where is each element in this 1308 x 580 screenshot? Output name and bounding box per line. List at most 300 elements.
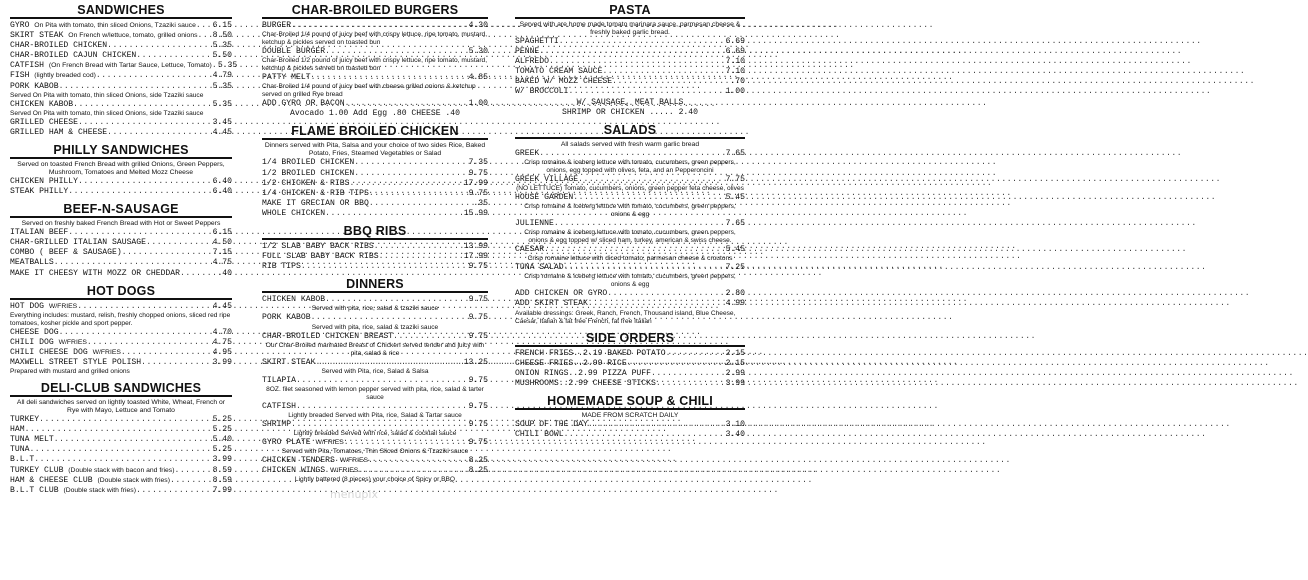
item-price: 6.69 xyxy=(725,47,745,57)
section-title: DELI-CLUB SANDWICHES xyxy=(10,378,232,397)
item-name-text: FISH xyxy=(10,71,30,81)
dot-leader xyxy=(368,456,467,466)
section-intro: MADE FROM SCRATCH DAILY xyxy=(581,411,679,419)
item-name xyxy=(515,245,544,255)
dot-leader xyxy=(666,349,724,359)
item-name-text: GYRO xyxy=(10,21,30,30)
item-price: 1.00 xyxy=(468,99,488,109)
menu-line: W/ SAUSAGE, MEAT BALLS xyxy=(576,97,684,107)
item-name-text: FULL SLAB BABY BACK RIBS xyxy=(262,252,379,262)
item-name-text: CHILI DOG xyxy=(10,337,54,347)
item-name xyxy=(262,313,311,323)
menu-item xyxy=(10,486,232,496)
item-name xyxy=(10,466,174,476)
menu-item xyxy=(262,169,488,179)
item-name xyxy=(262,199,369,209)
item-description: Lightly breaded Served with Pita, rice, Salad & Tartar sauce xyxy=(288,411,462,419)
dot-leader xyxy=(136,51,210,61)
item-name-text: MAXWELL STREET STYLE POLISH xyxy=(10,357,142,367)
dot-leader xyxy=(54,435,211,445)
item-price: 4.50 xyxy=(212,238,232,248)
section-title: HOT DOGS xyxy=(10,281,232,300)
item-price: 6.15 xyxy=(212,21,232,30)
menu-item xyxy=(262,456,488,466)
item-name-text: CHILI BOWL xyxy=(515,429,564,439)
menu-item xyxy=(515,349,745,359)
menu-item xyxy=(262,158,488,168)
item-name xyxy=(10,338,87,348)
item-name xyxy=(10,328,59,338)
item-price: 7.99 xyxy=(212,485,232,495)
item-price: 4.75 xyxy=(212,337,232,347)
item-name-text: SPAGHETTI xyxy=(515,37,559,46)
item-name xyxy=(262,209,325,219)
item-name-text: PENNE xyxy=(515,47,540,57)
item-price: 4.75 xyxy=(212,258,232,268)
item-price: 6.40 xyxy=(212,176,232,186)
item-price: 17.99 xyxy=(463,252,488,262)
item-name-text: HOT DOG xyxy=(10,301,44,311)
dot-leader xyxy=(311,313,467,323)
section-intro: Served on toasted French Bread with grilled Onions, Green Peppers, Mushroom, Tomatoes and Melted Mozz Cheese xyxy=(17,160,225,176)
dot-leader xyxy=(121,348,211,358)
item-name-text: TOMATO CREAM SAUCE xyxy=(515,67,603,77)
item-name xyxy=(10,258,54,268)
menu-item xyxy=(10,328,232,338)
item-name xyxy=(515,77,612,87)
item-note: (Double stack with fries) xyxy=(97,476,170,484)
item-name xyxy=(10,435,54,445)
item-note: (lightly breaded cod) xyxy=(34,72,96,80)
item-name xyxy=(262,242,374,252)
item-price: 9.75 xyxy=(468,188,488,198)
item-name-text: 1/2 CHICKEN & RIBS xyxy=(262,178,350,188)
dot-leader xyxy=(87,338,211,348)
item-name-text: DOUBLE BURGER xyxy=(262,47,326,57)
item-name xyxy=(262,358,315,368)
dot-leader xyxy=(291,21,466,31)
menu-item xyxy=(262,332,488,342)
item-name-text: SKIRT STEAK xyxy=(262,357,316,367)
item-name xyxy=(515,149,539,159)
item-name-text: TURKEY CLUB xyxy=(10,465,64,475)
item-name xyxy=(262,376,296,386)
dot-leader xyxy=(379,252,462,262)
dot-leader xyxy=(29,445,210,455)
dot-leader xyxy=(656,379,724,389)
dot-leader xyxy=(136,486,211,496)
menu-item xyxy=(262,438,488,448)
item-note: W/FRIES xyxy=(92,348,121,356)
dot-leader xyxy=(77,302,210,312)
item-price: 9.75 xyxy=(468,375,488,385)
item-price: 4.30 xyxy=(468,21,488,30)
item-description: Served On Pita with tomato, thin sliced Onions, side Tzaziki sauce xyxy=(10,109,204,117)
menu-item xyxy=(10,118,232,128)
dot-leader xyxy=(170,476,211,486)
item-name-text: ADD SKIRT STEAK xyxy=(515,299,588,309)
section-title: CHAR-BROILED BURGERS xyxy=(262,0,488,19)
item-name xyxy=(262,158,354,168)
menu-item xyxy=(515,430,745,440)
item-price: 9.75 xyxy=(468,401,488,411)
menu-section xyxy=(10,378,232,496)
section-title: SIDE ORDERS xyxy=(515,328,745,347)
item-name xyxy=(262,252,379,262)
menu-item xyxy=(10,31,232,41)
item-price: 4.70 xyxy=(212,327,232,337)
section-title: PASTA xyxy=(515,0,745,19)
dot-leader xyxy=(345,99,467,109)
dot-leader xyxy=(578,175,723,185)
item-name-text: TUNA MELT xyxy=(10,435,54,445)
item-price: 5.45 xyxy=(725,192,745,202)
menu-section xyxy=(10,281,232,376)
section-title: BBQ RIBS xyxy=(262,221,488,240)
item-name xyxy=(10,41,107,51)
menu-item xyxy=(10,82,232,92)
dot-leader xyxy=(296,376,467,386)
menu-item xyxy=(515,289,745,299)
menu-item xyxy=(515,149,745,159)
menu-section xyxy=(515,0,745,118)
dot-leader xyxy=(25,425,211,435)
item-price: 2.15 xyxy=(725,348,745,358)
menu-column-left xyxy=(10,0,238,580)
item-name-text: CHICKEN TENDERS xyxy=(262,456,335,466)
item-price: 7.35 xyxy=(468,158,488,168)
section-title: SANDWICHES xyxy=(10,0,232,19)
item-name-text: TILAPIA xyxy=(262,375,296,385)
item-name xyxy=(515,263,564,273)
menu-item xyxy=(10,445,232,455)
dot-leader xyxy=(568,87,723,97)
item-name xyxy=(515,67,602,77)
menu-item xyxy=(10,51,232,61)
item-name-text: ITALIAN BEEF xyxy=(10,228,69,238)
section-title: PHILLY SANDWICHES xyxy=(10,140,232,159)
item-description: Served On Pita with tomato, thin sliced Onions, side Tzaziki sauce xyxy=(10,91,204,99)
item-name-text: GRILLED HAM & CHEESE xyxy=(10,127,108,137)
item-price: 9.75 xyxy=(468,419,488,429)
dot-leader xyxy=(68,187,210,197)
item-price: 5.35 xyxy=(217,61,238,71)
item-price: 8.59 xyxy=(212,475,232,485)
item-name xyxy=(262,332,393,342)
item-name-text: CHILI CHEESE DOG xyxy=(10,347,88,357)
item-name xyxy=(262,262,301,272)
dot-leader xyxy=(588,420,724,430)
menu-item xyxy=(515,37,745,47)
item-name xyxy=(515,359,627,369)
menu-section xyxy=(515,120,745,326)
dot-leader xyxy=(354,158,466,168)
menu-section xyxy=(262,221,488,272)
item-name-text: ALFREDO xyxy=(515,57,549,67)
item-price: 3.99 xyxy=(212,455,232,465)
menu-item xyxy=(515,359,745,369)
item-name-text: CATFISH xyxy=(10,61,44,71)
menu-section xyxy=(262,0,488,119)
item-name xyxy=(515,175,578,185)
menu-item xyxy=(515,175,745,185)
dot-leader xyxy=(369,199,472,209)
item-name xyxy=(515,37,559,47)
item-name-text: CHAR-BROILED CHICKEN xyxy=(10,41,108,51)
item-name-text: PORK KABOB xyxy=(262,313,311,323)
watermark: menupix xyxy=(330,488,378,501)
item-name xyxy=(10,455,34,465)
dot-leader xyxy=(564,430,724,440)
menu-item xyxy=(262,179,488,189)
item-price: 3.10 xyxy=(725,419,745,429)
item-description: Char-Broiled 1/2 pound of juicy beef with crispy lettuce, ripe tomato, mustard, ketchup & pickles served on toasted bun xyxy=(262,57,488,73)
menu-section xyxy=(10,199,232,278)
item-name-text: MUSHROOMS..2.99 CHEESE STICKS xyxy=(515,378,656,388)
item-name xyxy=(10,71,96,81)
dot-leader xyxy=(374,242,462,252)
item-price: 5.25 xyxy=(212,425,232,435)
dot-leader xyxy=(311,73,467,83)
item-name xyxy=(10,51,136,61)
item-price: 5.35 xyxy=(212,99,232,109)
menu-section xyxy=(10,0,238,138)
dot-leader xyxy=(325,295,466,305)
menu-item xyxy=(10,177,232,187)
item-price: 2.15 xyxy=(725,358,745,368)
item-name xyxy=(262,179,349,189)
item-name-text: CHICKEN KABOB xyxy=(10,99,74,109)
item-name-text: RIB TIPS xyxy=(262,262,301,272)
item-description: Char-Broiled 1/4 pound of juicy beef with cheese grilled onions & ketchup served on grilled Rye bread xyxy=(262,83,476,99)
item-price: 7.25 xyxy=(725,263,745,273)
item-name xyxy=(10,228,68,238)
item-note: W/FRIES xyxy=(315,438,344,446)
item-price: 3.99 xyxy=(725,378,745,388)
item-price: 6.15 xyxy=(212,228,232,238)
item-name-text: GREEK VILLAGE xyxy=(515,174,579,184)
dot-leader xyxy=(73,100,210,110)
item-name-text: ADD CHICKEN OR GYRO xyxy=(515,289,608,299)
item-name-text: SHRIMP xyxy=(262,419,292,429)
menu-item xyxy=(10,455,232,465)
item-name-text: TURKEY xyxy=(10,415,40,425)
dot-leader xyxy=(612,77,728,87)
dot-leader xyxy=(349,179,461,189)
item-description: Crisp romaine & iceberg lettuce with tomato, cucumbers, green peppers, onions & egg xyxy=(524,203,736,219)
item-price: 15.99 xyxy=(463,208,488,218)
item-price: 9.75 xyxy=(468,295,488,305)
section-title: FLAME BROILED CHICKEN xyxy=(262,121,488,140)
item-note: (Double stack with fries) xyxy=(63,486,136,494)
item-name xyxy=(10,238,146,248)
dot-leader xyxy=(588,299,724,309)
menu-item xyxy=(10,128,232,138)
item-price: 9.75 xyxy=(468,262,488,272)
section-intro: Dinners served with Pita, Salsa and your choice of two sides Rice, Baked Potato, Fries, Steamed Vegetables or Salad xyxy=(264,142,486,158)
item-name xyxy=(262,402,296,412)
item-name xyxy=(515,420,588,430)
item-name-text: 1/2 BROILED CHICKEN xyxy=(262,168,355,178)
dot-leader xyxy=(544,245,723,255)
item-description: 8OZ. filet seasoned with lemon pepper served with pita, rice, salad & tarter sauce xyxy=(266,385,484,401)
item-price: 5.45 xyxy=(725,245,745,255)
menu-item xyxy=(515,87,745,97)
item-name xyxy=(10,302,77,312)
item-price: 1.00 xyxy=(725,87,745,97)
menu-item xyxy=(262,262,488,272)
menu-item xyxy=(515,299,745,309)
item-name xyxy=(10,486,136,496)
section-title: DINNERS xyxy=(262,274,488,293)
item-description: Available dressings: Greek, Ranch, French, Thousand island, Blue Cheese, Caesar, Italian & fat free French, fat free Italian xyxy=(515,309,736,325)
menu-item xyxy=(515,219,745,229)
dot-leader xyxy=(549,57,724,67)
item-description: (NO LETTUCE) Tomato, cucumbers, onions, green pepper feta cheese, olives xyxy=(516,184,744,192)
item-name xyxy=(10,177,78,187)
item-name-text: GREEK xyxy=(515,148,540,158)
dot-leader xyxy=(393,332,466,342)
menu-item xyxy=(262,99,488,109)
item-name-text: PORK KABOB xyxy=(10,81,59,91)
dot-leader xyxy=(78,177,211,187)
item-description: Crisp romaine lettuce with diced tomato, parmesan cheese & croutons xyxy=(527,255,733,263)
menu-item xyxy=(262,376,488,386)
menu-item xyxy=(10,302,232,312)
item-note: On Pita with tomato, thin sliced Onions, Tzaziki sauce xyxy=(34,22,196,29)
item-price: 7.15 xyxy=(212,248,232,258)
dot-leader xyxy=(296,402,467,412)
item-price: 4.79 xyxy=(212,71,232,81)
item-name-text: CHICKEN WINGS xyxy=(262,466,326,476)
item-price: 4.99 xyxy=(725,299,745,309)
menu-item xyxy=(515,67,745,77)
item-price: 4.95 xyxy=(212,347,232,357)
item-price: 8.25 xyxy=(468,466,488,476)
dot-leader xyxy=(607,289,723,299)
section-title: BEEF-N-SAUSAGE xyxy=(10,199,232,218)
dot-leader xyxy=(344,438,467,448)
item-name xyxy=(515,57,549,67)
item-note: On French w/lettuce, tomato, grilled onions xyxy=(68,32,198,40)
item-note: W/FRIES xyxy=(58,338,87,346)
item-price: 7.65 xyxy=(725,148,745,158)
item-name xyxy=(262,21,291,31)
item-name-text: CHAR-BROILED CHICKEN BREAST xyxy=(262,331,394,341)
item-name xyxy=(515,193,573,203)
menu-item xyxy=(10,187,232,197)
item-price: 7.10 xyxy=(725,67,745,77)
item-description: Served with Pita, Tomatoes, Thin Sliced Onions & Tzaziki sauce xyxy=(281,448,469,456)
menu-item xyxy=(10,258,232,268)
section-intro: Served on freshly baked French Bread with Hot or Sweet Peppers xyxy=(21,220,221,228)
item-description: Crisp romaine & iceberg lettuce with tomato, cucumbers, green peppers, onions & egg xyxy=(524,273,736,289)
menu-item xyxy=(262,199,488,209)
item-price: .70 xyxy=(730,77,745,87)
menu-item xyxy=(515,77,745,87)
item-name-text: BAKED W/ MOZZ CHEESE xyxy=(515,77,613,87)
section-title: SALADS xyxy=(515,120,745,139)
item-name xyxy=(10,31,198,41)
item-name xyxy=(262,438,344,448)
item-name xyxy=(10,269,180,279)
item-note: W/FRIES xyxy=(339,457,369,465)
item-name xyxy=(10,445,29,455)
dot-leader xyxy=(559,37,724,47)
dot-leader xyxy=(301,262,467,272)
item-name xyxy=(10,21,196,31)
dot-leader xyxy=(54,258,211,268)
menu-line: Avocado 1.00 Add Egg .80 CHEESE .40 xyxy=(290,109,460,119)
item-name-text: ADD GYRO OR BACON xyxy=(262,99,345,109)
dot-leader xyxy=(146,238,211,248)
item-name-text: MAKE IT CHEESY WITH MOZZ OR CHEDDAR xyxy=(10,268,180,278)
dot-leader xyxy=(198,31,211,41)
menu-item xyxy=(10,358,232,368)
item-name xyxy=(262,47,325,57)
item-name-text: TUNA SALAD xyxy=(515,263,564,273)
item-price: 9.75 xyxy=(468,168,488,178)
dot-leader xyxy=(325,209,462,219)
item-name xyxy=(515,349,666,359)
menu-item xyxy=(515,420,745,430)
dot-leader xyxy=(180,269,215,279)
menu-item xyxy=(10,100,232,110)
item-name-text: 1/4 CHICKEN & RIB TIPS xyxy=(262,188,369,198)
menu-item xyxy=(515,57,745,67)
item-name xyxy=(515,430,564,440)
menu-item xyxy=(10,425,232,435)
menu-item xyxy=(515,379,745,389)
item-price: 2.99 xyxy=(725,368,745,378)
menu-item xyxy=(515,193,745,203)
item-price: 13.25 xyxy=(463,357,488,367)
item-description: Served with pita, rice, salad & tzaziki sauce xyxy=(311,305,439,313)
item-name xyxy=(515,87,568,97)
item-price: 7.65 xyxy=(725,219,745,229)
item-name-text: CHAR-GRILLED ITALIAN SAUSAGE xyxy=(10,238,146,248)
item-name-text: 1/2 SLAB BABY BACK RIBS xyxy=(262,242,374,252)
item-name xyxy=(262,420,291,430)
menu-item xyxy=(10,348,232,358)
item-price: 4.45 xyxy=(212,301,232,311)
dot-leader xyxy=(68,228,210,238)
item-price: 9.75 xyxy=(468,313,488,323)
menu-section xyxy=(262,274,488,484)
item-name xyxy=(262,73,311,83)
menu-column-right xyxy=(515,0,745,580)
item-description: Served with pita, rice, salad & tzaziki sauce xyxy=(311,323,439,331)
item-name xyxy=(10,348,121,358)
item-name-text: BURGER xyxy=(262,21,292,30)
item-name-text: MEATBALLS xyxy=(10,258,54,268)
item-name-text: GYRO PLATE xyxy=(262,437,311,447)
menu-item xyxy=(262,358,488,368)
item-description: Crisp romaine & iceberg lettuce with tomato, cucumbers, green peppers, onions, egg topped with olives, feta, and an Pepperoncini xyxy=(524,158,736,174)
item-name xyxy=(10,415,39,425)
item-name-text: CAESAR xyxy=(515,245,545,255)
dot-leader xyxy=(602,67,723,77)
menu-item xyxy=(262,402,488,412)
item-price: 8.25 xyxy=(468,456,488,466)
item-name-text: SKIRT STEAK xyxy=(10,31,64,41)
menu-item xyxy=(10,228,232,238)
item-description: Our Char-Broiled marinated Breast of Chicken served tender and juicy with pita, salad & rice xyxy=(265,341,485,357)
item-price: 17.99 xyxy=(463,178,488,188)
item-price: 3.45 xyxy=(212,117,232,127)
section-intro: All salads served with fresh warm garlic bread xyxy=(560,140,700,148)
item-name-text: TUNA xyxy=(10,445,30,455)
